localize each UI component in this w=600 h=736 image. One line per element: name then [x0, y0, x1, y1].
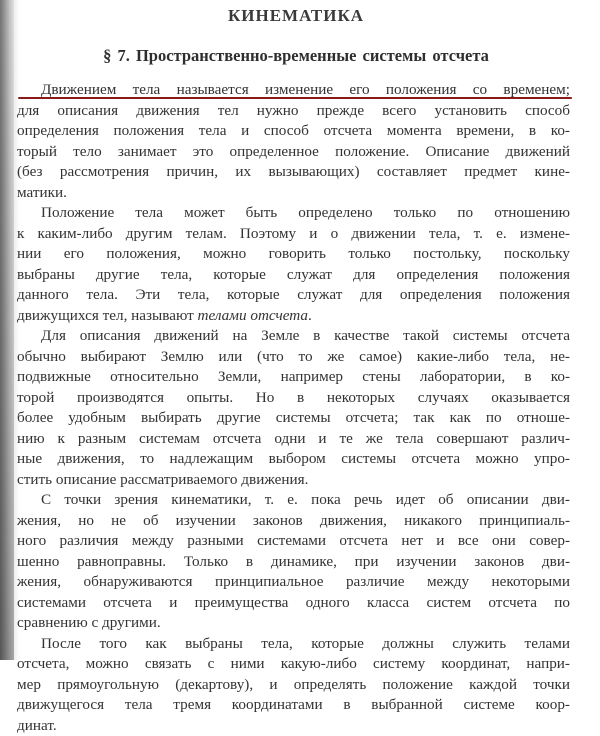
text-line: определения положения тела и способ отсчета момента времени, в ко- [17, 121, 570, 142]
text-line: жения, обнаруживаются принципиальное различие между некоторыми [17, 572, 570, 593]
text-line: Для описания движений на Земле в качестве такой системы отсчета [17, 326, 570, 347]
paragraph-3 [17, 326, 570, 490]
text-line: Движением тела называется изменение его положения со временем; [17, 80, 570, 101]
text-line: шенно равноправны. Только в динамике, при изучении законов дви- [17, 552, 570, 573]
text-line: С точки зрения кинематики, т. е. пока речь идет об описании дви- [17, 490, 570, 511]
paragraph-5 [17, 634, 570, 736]
emphasized-term: телами отсчета [198, 307, 308, 324]
text-line: жения, но не об изучении законов движения, никакого принципиаль- [17, 511, 570, 532]
text-fragment: движущихся тел, называют [17, 307, 198, 324]
text-line: После того как выбраны тела, которые должны служить телами [17, 634, 570, 655]
body-text [17, 80, 570, 736]
text-line: ные движения, то надлежащим выбором системы отсчета можно упро- [17, 449, 570, 470]
text-line: мер прямоугольную (декартову), и определять положение каждой точки [17, 675, 570, 696]
section-heading [0, 46, 596, 66]
text-line: для описания движения тел нужно прежде всего установить способ [17, 101, 570, 122]
section-title: Пространственно-временные системы отсчета [136, 46, 489, 65]
text-line: системами отсчета и преимущества одного класса систем отсчета по [17, 593, 570, 614]
text-line: данного тела. Эти тела, которые служат для определения положения [17, 285, 570, 306]
paragraph-4 [17, 490, 570, 634]
text-line: выбраны другие тела, которые служат для определения положения [17, 265, 570, 286]
text-line: обычно выбирают Землю или (что то же самое) какие-либо тела, не- [17, 347, 570, 368]
text-line: матики. [17, 183, 570, 204]
text-line: более удобным выбирать другие системы отсчета; так как по отноше- [17, 408, 570, 429]
text-fragment: . [308, 307, 312, 324]
text-line: торый тело занимает это определенное положение. Описание движений [17, 142, 570, 163]
text-line: движущегося тела тремя координатами в выбранной системе коор- [17, 695, 570, 716]
text-line: стить описание рассматриваемого движения. [17, 470, 570, 491]
text-line: ного различия между разными системами отсчета нет и все они совер- [17, 531, 570, 552]
running-head: КИНЕМАТИКА [0, 6, 596, 26]
text-line: сравнению с другими. [17, 613, 570, 634]
section-number: § 7. [103, 46, 130, 65]
paragraph-2 [17, 203, 570, 326]
text-line: динат. [17, 716, 570, 736]
text-line: нию к разным системам отсчета одни и те же тела совершают различ- [17, 429, 570, 450]
text-line: нии его положения, можно говорить только постольку, поскольку [17, 244, 570, 265]
text-line: (без рассмотрения причин, их вызывающих) составляет предмет кине- [17, 162, 570, 183]
text-line: торой производятся опыты. Но в некоторых случаях оказывается [17, 388, 570, 409]
text-line: подвижные относительно Земли, например стены лаборатории, в ко- [17, 367, 570, 388]
text-line: к каким-либо другим телам. Поэтому и о движении тела, т. е. измене- [17, 224, 570, 245]
paragraph-1 [17, 80, 570, 203]
text-line: отсчета, можно связать с ними какую-либо систему координат, напри- [17, 654, 570, 675]
text-line: Положение тела может быть определено только по отношению [17, 203, 570, 224]
text-line [17, 306, 570, 327]
